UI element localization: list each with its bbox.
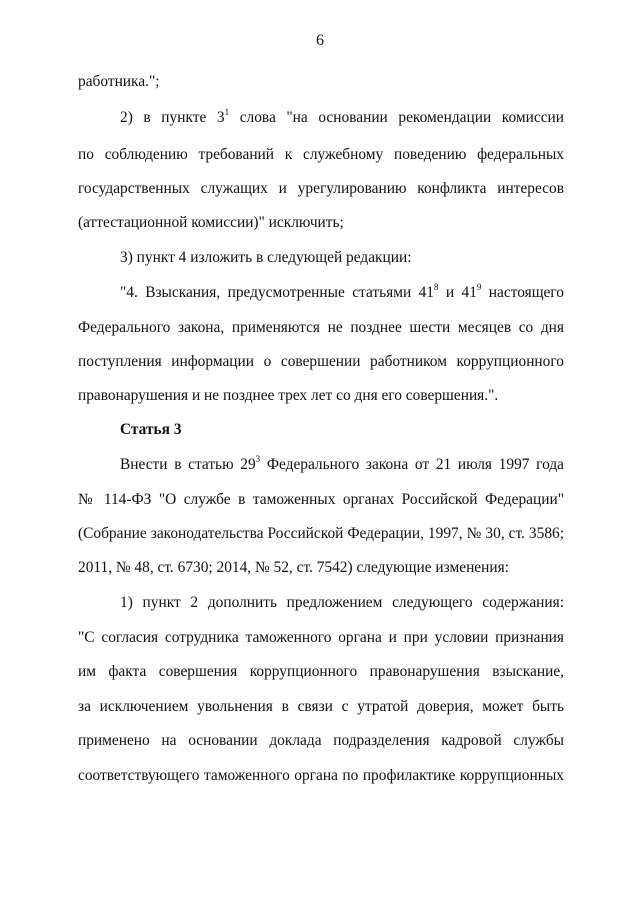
text-line: 3) пункт 4 изложить в следующей редакции: <box>120 249 412 266</box>
text-line: "С согласия сотрудника таможенного органа и при условии признания <box>78 629 564 646</box>
text-line: № 114-ФЗ "О службе в таможенных органах Российской Федерации" <box>78 491 564 508</box>
page-number: 6 <box>316 32 324 49</box>
superscript: 3 <box>255 454 261 464</box>
text-line: им факта совершения коррупционного правонарушения взыскание, <box>78 663 564 680</box>
text-line: работника."; <box>78 73 160 90</box>
text-line: "4. Взыскания, предусмотренные статьями $41^8$ и $41^9$ настоящего <box>120 282 565 301</box>
text-line: (аттестационной комиссии)" исключить; <box>78 214 344 231</box>
article-heading: Статья 3 <box>120 421 182 438</box>
text-line: соответствующего таможенного органа по профилактике коррупционных <box>78 767 564 784</box>
text-line: по соблюдению требований к служебному поведению федеральных <box>78 146 564 163</box>
text-line: Федерального закона, применяются не позднее шести месяцев со дня <box>78 319 564 336</box>
superscript: 9 <box>476 282 482 292</box>
text-line: 1) пункт 2 дополнить предложением следующего содержания: <box>120 594 564 611</box>
superscript: 8 <box>433 282 439 292</box>
text-line: за исключением увольнения в связи с утратой доверия, может быть <box>78 698 564 715</box>
text-line: применено на основании доклада подразделения кадровой службы <box>78 732 564 749</box>
text-line: (Собрание законодательства Российской Федерации, 1997, № 30, ст. 3586; <box>78 525 564 542</box>
text-line: Внести в статью $29^3$ Федерального закона от 21 июля 1997 года <box>120 454 564 473</box>
text-line: поступления информации о совершении работником коррупционного <box>78 353 564 370</box>
text-line: 2) в пункте $3^1$ слова "на основании рекомендации комиссии <box>120 107 564 126</box>
text-line: государственных служащих и урегулированию конфликта интересов <box>78 180 564 197</box>
text-line: 2011, № 48, ст. 6730; 2014, № 52, ст. 7542) следующие изменения: <box>78 559 509 576</box>
text-line: правонарушения и не позднее трех лет со дня его совершения.". <box>78 387 499 404</box>
superscript: 1 <box>224 107 230 117</box>
